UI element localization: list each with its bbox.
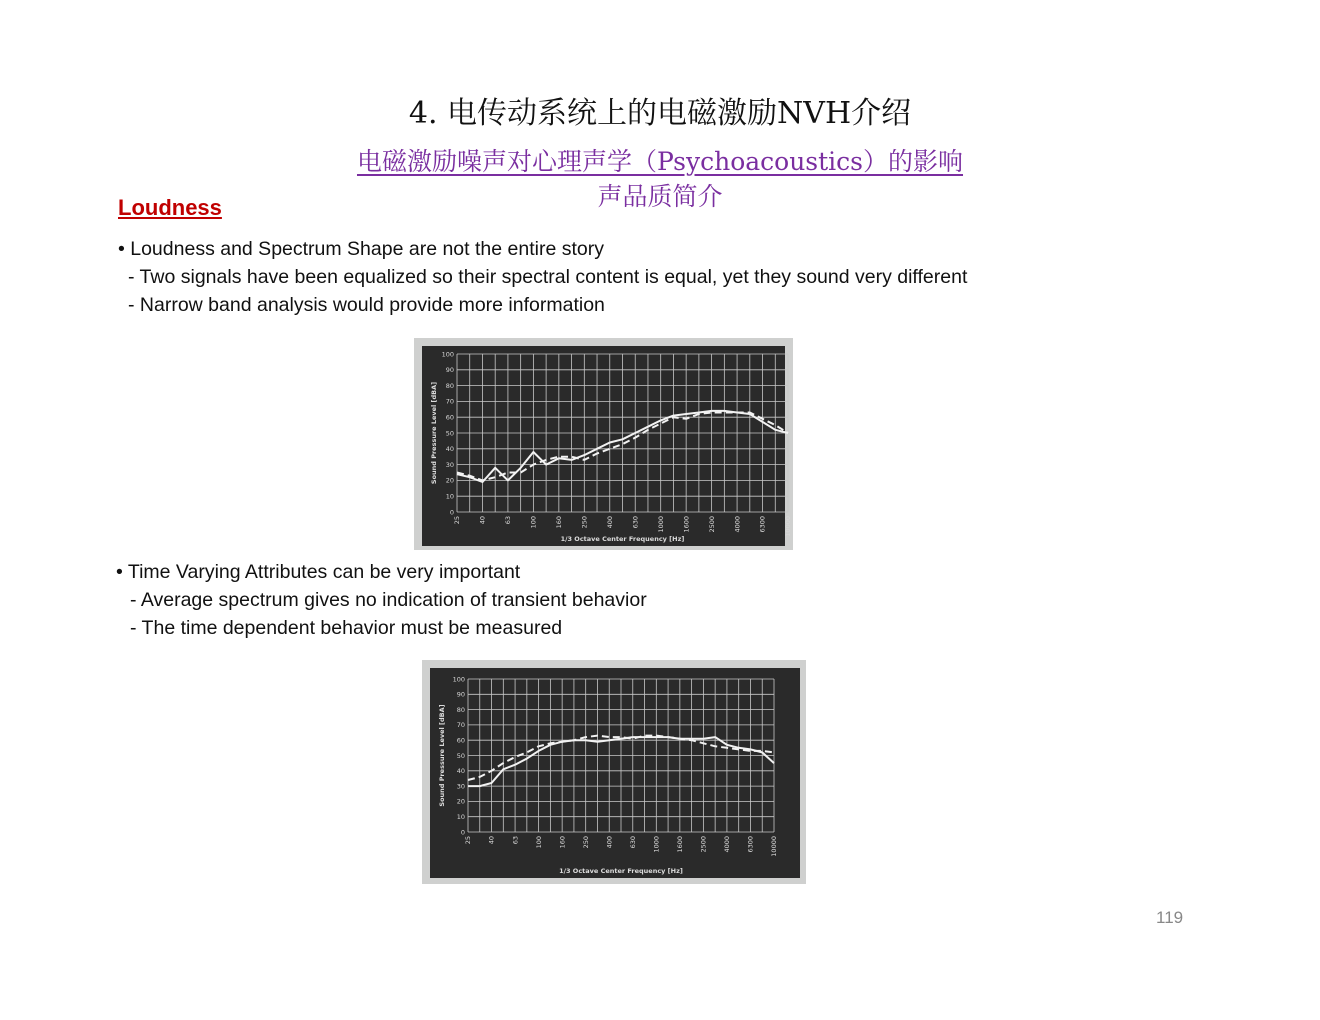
y-tick-label: 30 <box>456 782 465 791</box>
y-tick-label: 100 <box>452 675 465 684</box>
x-tick-label: 1000 <box>652 836 661 853</box>
spectrum-chart-2 <box>422 660 806 884</box>
y-tick-label: 90 <box>456 690 465 699</box>
x-axis-label: 1/3 Octave Center Frequency [Hz] <box>560 535 685 543</box>
y-tick-label: 10 <box>445 492 454 501</box>
x-tick-label: 1600 <box>682 516 691 533</box>
subtitle-line1-text: 电磁激励噪声对心理声学（Psychoacoustics）的影响 <box>356 147 964 176</box>
subtitle-line1 <box>0 142 1320 178</box>
x-tick-label: 250 <box>581 836 590 849</box>
x-axis-label: 1/3 Octave Center Frequency [Hz] <box>559 867 683 875</box>
y-tick-label: 10 <box>456 813 465 821</box>
section-heading-loudness: Loudness <box>118 195 222 220</box>
y-axis-label: Sound Pressure Level [dBA] <box>430 381 438 485</box>
bullet-2-sub-2: - The time dependent behavior must be measured <box>130 617 563 639</box>
y-tick-label: 0 <box>449 508 454 517</box>
x-tick-label: 63 <box>511 836 520 845</box>
x-tick-label: 6300 <box>758 516 767 533</box>
y-tick-label: 100 <box>441 350 454 359</box>
x-tick-label: 400 <box>605 836 614 849</box>
bullet-2-sub-1: - Average spectrum gives no indication of transient behavior <box>130 589 647 611</box>
y-tick-label: 70 <box>445 397 454 406</box>
y-tick-label: 60 <box>456 736 465 745</box>
x-tick-label: 40 <box>478 516 487 525</box>
x-tick-label: 40 <box>487 836 496 845</box>
y-tick-label: 40 <box>456 767 465 776</box>
subtitle-line2: 声品质简介 <box>597 182 723 211</box>
x-tick-label: 1600 <box>676 836 685 853</box>
x-tick-label: 1000 <box>656 516 665 533</box>
x-tick-label: 4000 <box>723 836 732 853</box>
x-tick-label: 10000 <box>784 516 793 537</box>
y-axis-label: Sound Pressure Level [dBA] <box>438 704 446 807</box>
y-tick-label: 20 <box>456 797 465 806</box>
x-tick-label: 160 <box>555 516 564 529</box>
x-tick-label: 2500 <box>707 516 716 533</box>
y-tick-label: 90 <box>445 366 454 375</box>
x-tick-label: 10000 <box>770 836 779 857</box>
x-tick-label: 25 <box>464 836 473 845</box>
x-tick-label: 2500 <box>699 836 708 853</box>
x-tick-label: 630 <box>628 836 637 849</box>
page-title: 4. 电传动系统上的电磁激励NVH介绍 <box>408 96 912 131</box>
bullet-1: • Loudness and Spectrum Shape are not the entire story <box>118 238 604 260</box>
y-tick-label: 60 <box>445 413 454 422</box>
x-tick-label: 100 <box>534 836 543 849</box>
y-tick-label: 0 <box>460 828 465 837</box>
x-tick-label: 25 <box>453 516 462 525</box>
y-tick-label: 70 <box>456 721 465 730</box>
spectrum-chart-2-figure <box>422 660 806 884</box>
y-tick-label: 50 <box>445 429 454 438</box>
x-tick-label: 250 <box>580 516 589 529</box>
bullet-2: • Time Varying Attributes can be very important <box>116 561 521 583</box>
y-tick-label: 30 <box>445 460 454 469</box>
x-tick-label: 160 <box>558 836 567 849</box>
y-tick-label: 50 <box>456 751 465 760</box>
x-tick-label: 400 <box>605 516 614 529</box>
bullet-1-sub-2: - Narrow band analysis would provide more information <box>128 294 605 316</box>
spectrum-chart-1-figure <box>414 338 793 550</box>
x-tick-label: 4000 <box>733 516 742 533</box>
bullet-1-sub-1: - Two signals have been equalized so their spectral content is equal, yet they sound very different <box>128 266 968 288</box>
x-tick-label: 100 <box>529 516 538 529</box>
plot-frame <box>430 668 800 878</box>
page-number: 119 <box>1156 908 1184 927</box>
y-tick-label: 40 <box>445 445 454 454</box>
y-tick-label: 80 <box>445 381 454 390</box>
x-tick-label: 6300 <box>746 836 755 853</box>
x-tick-label: 63 <box>504 516 513 525</box>
y-tick-label: 20 <box>445 476 454 485</box>
x-tick-label: 630 <box>631 516 640 529</box>
y-tick-label: 80 <box>456 705 465 714</box>
spectrum-chart-1 <box>414 338 793 550</box>
